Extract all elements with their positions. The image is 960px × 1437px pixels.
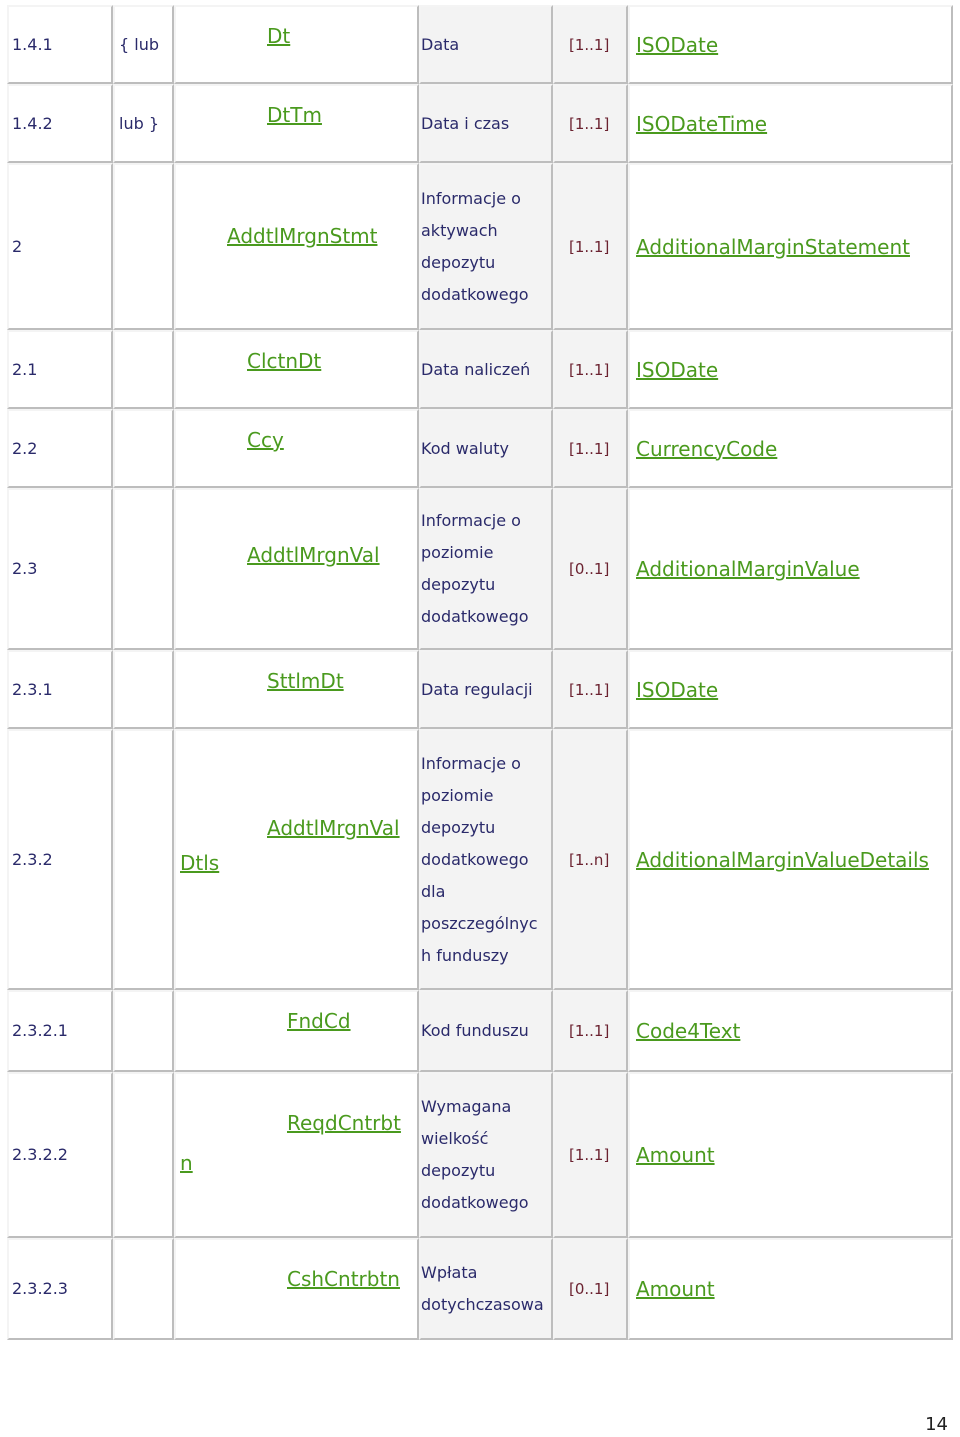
xml-tag-link[interactable]: ClctnDt (247, 349, 322, 373)
description-line: Kod waluty (421, 438, 509, 458)
description-line: dodatkowego (421, 1193, 529, 1212)
type-link[interactable]: AdditionalMarginStatement (636, 234, 910, 259)
table-row (7, 84, 953, 163)
description-line: depozytu (421, 575, 496, 594)
xml-tag-link[interactable]: SttlmDt (267, 669, 344, 693)
xml-tag-link[interactable]: AddtlMrgnVal (267, 816, 400, 840)
choice-cell (113, 990, 174, 1072)
description-line: depozytu (421, 817, 496, 837)
table-row (7, 729, 953, 990)
description-line: Informacje o (421, 753, 521, 773)
choice-cell (113, 163, 174, 330)
description-line: Data naliczeń (421, 359, 531, 379)
description-line: dodatkowego (421, 849, 529, 869)
choice-cell (113, 650, 174, 729)
choice-cell (113, 1072, 174, 1238)
description-line: Wymagana (421, 1097, 512, 1116)
multiplicity: [1..n] (569, 850, 610, 869)
type-link[interactable]: Amount (636, 1143, 715, 1167)
type-link[interactable]: AdditionalMarginValueDetails (636, 847, 929, 872)
type-link[interactable]: Amount (636, 1277, 715, 1301)
index-number: 2.3.2.2 (12, 1145, 68, 1164)
description-line: aktywach (421, 220, 498, 240)
description-line: wielkość (421, 1129, 489, 1148)
type-link[interactable]: AdditionalMarginValue (636, 557, 860, 581)
xml-tag-link[interactable]: CshCntrbtn (287, 1267, 400, 1291)
table-row (7, 990, 953, 1072)
type-link[interactable]: ISODate (636, 677, 719, 702)
table-row (7, 5, 953, 84)
page-number: 14 (925, 1414, 948, 1435)
description-line: Kod funduszu (421, 1021, 529, 1040)
description-line: Data i czas (421, 113, 510, 133)
description-line: poziomie (421, 543, 494, 562)
description-line: Informacje o (421, 188, 521, 208)
description-line: Wpłata (421, 1263, 478, 1282)
type-link[interactable]: Code4Text (636, 1019, 741, 1043)
table-row (7, 488, 953, 650)
table-row (7, 163, 953, 330)
description-line: Data (421, 34, 460, 54)
table-row (7, 650, 953, 729)
choice-cell (113, 1238, 174, 1340)
type-link[interactable]: ISODate (636, 357, 719, 382)
index-number: 2.3 (12, 559, 38, 578)
table-row (7, 409, 953, 488)
multiplicity: [1..1] (569, 680, 610, 699)
parent-tag-link[interactable]: n (180, 1151, 193, 1175)
index-number: 2.3.2 (12, 849, 53, 869)
xml-tag-link[interactable]: AddtlMrgnVal (247, 543, 380, 567)
multiplicity: [0..1] (569, 560, 610, 578)
description-line: depozytu (421, 252, 496, 272)
index-number: 2.3.1 (12, 679, 53, 699)
description-line: dotychczasowa (421, 1295, 544, 1314)
description-line: poziomie (421, 785, 494, 805)
choice-cell (113, 488, 174, 650)
index-number: 1.4.1 (12, 34, 53, 54)
description-line: Informacje o (421, 511, 521, 530)
multiplicity: [1..1] (569, 1022, 610, 1040)
tag-cell (174, 1072, 419, 1238)
xml-tag-link[interactable]: AddtlMrgnStmt (227, 224, 378, 248)
choice-cell (113, 409, 174, 488)
type-link[interactable]: ISODate (636, 32, 719, 57)
multiplicity: [1..1] (569, 114, 610, 133)
index-number: 1.4.2 (12, 113, 53, 133)
multiplicity: [1..1] (569, 360, 610, 379)
number-cell (7, 163, 113, 330)
table-row (7, 330, 953, 409)
table-row (7, 1072, 953, 1238)
description-line: poszczególnyc (421, 913, 538, 933)
tag-cell (174, 409, 419, 488)
description-line: dla (421, 881, 446, 901)
description-line: dodatkowego (421, 607, 529, 626)
choice-cell (113, 729, 174, 990)
multiplicity: [1..1] (569, 439, 610, 458)
multiplicity: [1..1] (569, 35, 610, 54)
index-number: 2.3.2.1 (12, 1021, 68, 1040)
choice-cell (113, 330, 174, 409)
multiplicity: [1..1] (569, 237, 610, 256)
xml-tag-link[interactable]: Dt (267, 24, 291, 48)
index-number: 2.3.2.3 (12, 1279, 68, 1298)
type-link[interactable]: CurrencyCode (636, 436, 778, 461)
xml-tag-link[interactable]: FndCd (287, 1009, 351, 1033)
xml-tag-link[interactable]: DtTm (267, 103, 322, 127)
index-number: 2 (12, 236, 23, 256)
choice-marker: lub } (119, 113, 160, 133)
multiplicity: [1..1] (569, 1146, 610, 1164)
description-line: depozytu (421, 1161, 496, 1180)
description-line: Data regulacji (421, 679, 533, 699)
parent-tag-link[interactable]: Dtls (180, 851, 220, 875)
type-link[interactable]: ISODateTime (636, 111, 768, 136)
description-line: h funduszy (421, 945, 509, 965)
tag-cell (174, 488, 419, 650)
table-row (7, 1238, 953, 1340)
index-number: 2.2 (12, 438, 38, 458)
xml-tag-link[interactable]: Ccy (247, 428, 284, 452)
index-number: 2.1 (12, 359, 38, 379)
xml-tag-link[interactable]: ReqdCntrbt (287, 1111, 401, 1135)
multiplicity: [0..1] (569, 1280, 610, 1298)
tag-cell (174, 5, 419, 84)
description-line: dodatkowego (421, 284, 529, 304)
choice-marker: { lub (119, 34, 160, 54)
element-table (7, 5, 953, 1340)
